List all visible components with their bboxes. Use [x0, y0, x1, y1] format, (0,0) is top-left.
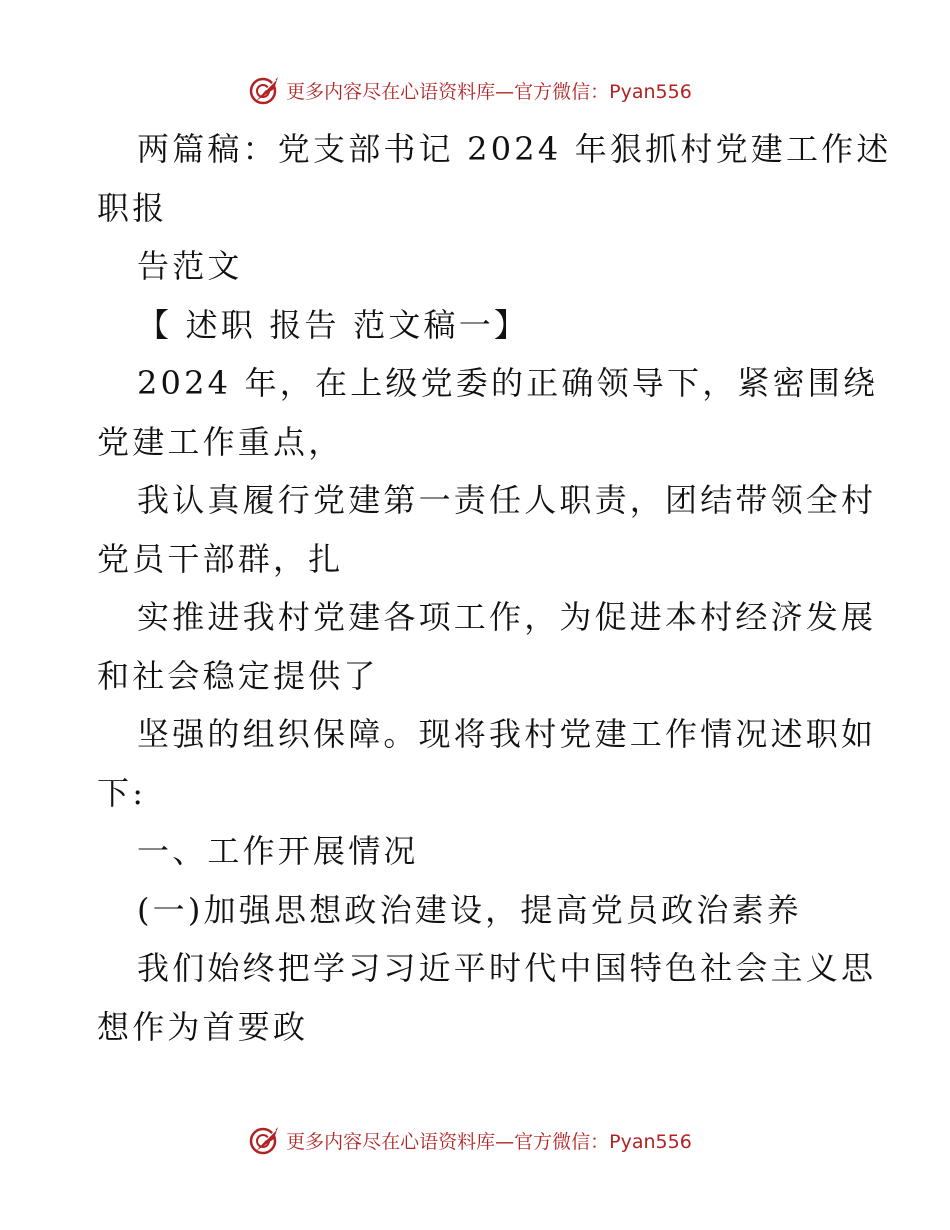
- document-line: 职报: [97, 188, 168, 227]
- document-line: 一、工作开展情况: [137, 832, 419, 870]
- header-watermark-text: 更多内容尽在心语资料库—官方微信：Pyan556: [286, 80, 692, 103]
- quill-logo-icon: [248, 1123, 282, 1157]
- footer-watermark: [0, 1120, 950, 1160]
- quill-logo-icon: [248, 73, 282, 107]
- document-line: 告范文: [137, 247, 243, 285]
- header-watermark: [0, 70, 950, 110]
- document-line: 党员干部群，扎: [97, 539, 344, 578]
- document-line: 我们始终把学习习近平时代中国特色社会主义思: [137, 949, 877, 987]
- header-watermark-inner: [248, 73, 692, 107]
- footer-watermark-inner: [248, 1123, 692, 1157]
- document-line: 和社会稳定提供了: [97, 656, 379, 695]
- document-line: 下:: [97, 773, 147, 812]
- document-line: 我认真履行党建第一责任人职责，团结带领全村: [137, 481, 877, 519]
- footer-watermark-text: 更多内容尽在心语资料库—官方微信：Pyan556: [286, 1130, 692, 1153]
- document-line: 党建工作重点，: [97, 422, 344, 461]
- document-line: 【 述职 报告 范文稿一】: [137, 305, 530, 344]
- document-line: 想作为首要政: [97, 1007, 309, 1046]
- document-line: 2024 年，在上级党委的正确领导下，紧密围绕: [137, 364, 879, 402]
- document-line: 两篇稿：党支部书记 2024 年狠抓村党建工作述: [137, 130, 892, 168]
- document-body: [97, 120, 892, 1056]
- document-line: 坚强的组织保障。现将我村党建工作情况述职如: [137, 715, 877, 753]
- document-line: 实推进我村党建各项工作，为促进本村经济发展: [137, 598, 877, 636]
- document-line: (一)加强思想政治建设，提高党员政治素养: [137, 890, 802, 929]
